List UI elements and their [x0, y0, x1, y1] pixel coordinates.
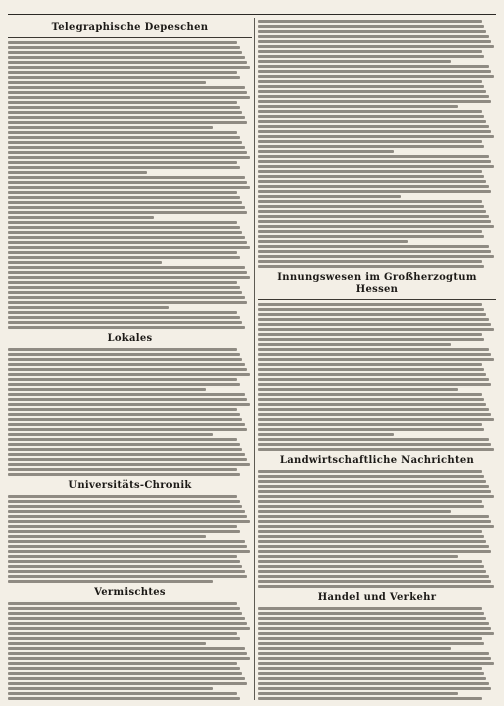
- text-line-placeholder: [258, 220, 491, 223]
- text-line-placeholder: [8, 286, 240, 289]
- text-line-placeholder: [8, 637, 240, 640]
- text-line-placeholder: [8, 363, 245, 366]
- text-line-placeholder: [8, 393, 245, 396]
- text-line-placeholder: [8, 261, 162, 264]
- text-line-placeholder: [8, 221, 237, 224]
- text-line-placeholder: [8, 398, 247, 401]
- text-line-placeholder: [258, 368, 484, 371]
- text-line-placeholder: [258, 617, 486, 620]
- text-line-placeholder: [258, 662, 494, 665]
- text-line-placeholder: [258, 25, 484, 28]
- text-line-placeholder: [258, 65, 489, 68]
- text-line-placeholder: [8, 408, 237, 411]
- text-line-placeholder: [8, 373, 250, 376]
- text-line-placeholder: [258, 475, 484, 478]
- text-line-placeholder: [258, 423, 482, 426]
- text-line-placeholder: [8, 46, 240, 49]
- text-line-placeholder: [258, 170, 482, 173]
- text-line-placeholder: [8, 71, 237, 74]
- text-line-placeholder: [8, 565, 242, 568]
- text-line-placeholder: [8, 622, 247, 625]
- text-line-placeholder: [258, 585, 494, 588]
- text-line-placeholder: [258, 373, 486, 376]
- text-line-placeholder: [8, 667, 240, 670]
- text-line-placeholder: [258, 145, 484, 148]
- text-line-placeholder: [8, 545, 247, 548]
- text-line-placeholder: [8, 530, 240, 533]
- text-line-placeholder: [258, 510, 451, 513]
- text-line-placeholder: [258, 428, 484, 431]
- text-line-placeholder: [258, 490, 491, 493]
- text-line-placeholder: [8, 580, 213, 583]
- text-line-placeholder: [258, 338, 484, 341]
- text-line-placeholder: [8, 652, 247, 655]
- text-line-placeholder: [8, 216, 154, 219]
- text-line-placeholder: [258, 692, 458, 695]
- text-line-placeholder: [8, 413, 240, 416]
- text-line-placeholder: [258, 245, 489, 248]
- text-line-placeholder: [258, 75, 494, 78]
- text-line-placeholder: [258, 343, 451, 346]
- text-line-placeholder: [8, 697, 240, 700]
- text-line-placeholder: [8, 56, 245, 59]
- text-line-placeholder: [8, 448, 242, 451]
- text-line-placeholder: [258, 130, 491, 133]
- text-line-placeholder: [258, 672, 484, 675]
- text-line-placeholder: [8, 66, 250, 69]
- left-column: [8, 18, 252, 700]
- text-line-placeholder: [8, 276, 250, 279]
- text-line-placeholder: [8, 657, 250, 660]
- text-line-placeholder: [8, 296, 245, 299]
- text-line-placeholder: [258, 205, 484, 208]
- text-line-placeholder: [258, 185, 489, 188]
- text-line-placeholder: [258, 408, 489, 411]
- text-line-placeholder: [258, 85, 484, 88]
- section-heading-telegraph: Telegraphische Depeschen: [51, 22, 209, 33]
- text-line-placeholder: [8, 326, 245, 329]
- text-line-placeholder: [8, 612, 242, 615]
- text-line-placeholder: [8, 101, 237, 104]
- text-line-placeholder: [8, 196, 240, 199]
- text-line-placeholder: [258, 363, 482, 366]
- text-line-placeholder: [8, 438, 237, 441]
- text-line-placeholder: [258, 40, 491, 43]
- text-line-placeholder: [8, 607, 240, 610]
- text-line-placeholder: [8, 206, 245, 209]
- text-line-placeholder: [258, 353, 491, 356]
- text-line-placeholder: [8, 358, 242, 361]
- article-block: [8, 495, 252, 583]
- text-line-placeholder: [258, 125, 489, 128]
- text-line-placeholder: [258, 570, 486, 573]
- text-line-placeholder: [8, 241, 247, 244]
- text-line-placeholder: [8, 443, 240, 446]
- text-line-placeholder: [258, 647, 451, 650]
- text-line-placeholder: [8, 181, 247, 184]
- text-line-placeholder: [8, 166, 240, 169]
- text-line-placeholder: [8, 550, 250, 553]
- text-line-placeholder: [258, 30, 486, 33]
- text-line-placeholder: [8, 246, 250, 249]
- text-line-placeholder: [258, 165, 494, 168]
- text-line-placeholder: [258, 115, 484, 118]
- text-line-placeholder: [8, 500, 240, 503]
- text-line-placeholder: [258, 140, 482, 143]
- text-line-placeholder: [8, 433, 213, 436]
- text-line-placeholder: [8, 535, 206, 538]
- text-line-placeholder: [258, 575, 489, 578]
- text-line-placeholder: [258, 135, 494, 138]
- text-line-placeholder: [258, 308, 484, 311]
- text-line-placeholder: [258, 413, 491, 416]
- article-block: [258, 607, 496, 700]
- text-line-placeholder: [8, 662, 237, 665]
- text-line-placeholder: [8, 473, 240, 476]
- section-heading-landwirtschaft: Landwirtschaftliche Nachrichten: [279, 455, 475, 466]
- text-line-placeholder: [8, 510, 245, 513]
- text-line-placeholder: [8, 291, 242, 294]
- text-line-placeholder: [258, 505, 484, 508]
- text-line-placeholder: [8, 81, 206, 84]
- text-line-placeholder: [8, 378, 237, 381]
- text-line-placeholder: [8, 156, 250, 159]
- text-line-placeholder: [8, 41, 237, 44]
- text-line-placeholder: [8, 51, 242, 54]
- text-line-placeholder: [8, 116, 245, 119]
- text-line-placeholder: [258, 535, 484, 538]
- text-line-placeholder: [8, 525, 237, 528]
- text-line-placeholder: [258, 403, 486, 406]
- text-line-placeholder: [8, 256, 240, 259]
- text-line-placeholder: [258, 318, 489, 321]
- text-line-placeholder: [258, 45, 494, 48]
- text-line-placeholder: [258, 612, 484, 615]
- text-line-placeholder: [8, 306, 169, 309]
- text-line-placeholder: [8, 131, 237, 134]
- text-line-placeholder: [258, 657, 491, 660]
- text-line-placeholder: [8, 61, 247, 64]
- text-line-placeholder: [8, 570, 245, 573]
- text-line-placeholder: [258, 215, 489, 218]
- masthead: [8, 4, 496, 15]
- text-line-placeholder: [258, 200, 482, 203]
- text-line-placeholder: [258, 495, 494, 498]
- text-line-placeholder: [258, 627, 491, 630]
- text-line-placeholder: [258, 100, 491, 103]
- text-line-placeholder: [8, 555, 237, 558]
- text-line-placeholder: [8, 126, 213, 129]
- text-line-placeholder: [258, 622, 489, 625]
- divider: [8, 37, 252, 38]
- text-line-placeholder: [8, 423, 245, 426]
- text-line-placeholder: [258, 398, 484, 401]
- text-line-placeholder: [8, 520, 250, 523]
- column-divider: [254, 18, 255, 700]
- text-line-placeholder: [258, 448, 494, 451]
- text-line-placeholder: [258, 388, 458, 391]
- text-line-placeholder: [258, 110, 482, 113]
- text-line-placeholder: [258, 550, 491, 553]
- text-line-placeholder: [8, 191, 237, 194]
- text-line-placeholder: [8, 368, 247, 371]
- text-line-placeholder: [8, 251, 237, 254]
- text-line-placeholder: [8, 428, 247, 431]
- text-line-placeholder: [258, 328, 494, 331]
- text-line-placeholder: [258, 642, 484, 645]
- text-line-placeholder: [258, 540, 486, 543]
- text-line-placeholder: [258, 160, 491, 163]
- text-line-placeholder: [8, 266, 245, 269]
- text-line-placeholder: [8, 560, 240, 563]
- text-line-placeholder: [8, 540, 245, 543]
- text-line-placeholder: [8, 453, 245, 456]
- text-line-placeholder: [258, 55, 484, 58]
- text-line-placeholder: [8, 186, 250, 189]
- text-line-placeholder: [8, 418, 242, 421]
- text-line-placeholder: [258, 580, 491, 583]
- text-line-placeholder: [8, 672, 242, 675]
- text-line-placeholder: [8, 677, 245, 680]
- text-line-placeholder: [258, 210, 486, 213]
- text-line-placeholder: [8, 176, 245, 179]
- text-line-placeholder: [8, 687, 213, 690]
- text-line-placeholder: [8, 146, 245, 149]
- article-block: [258, 470, 496, 588]
- text-line-placeholder: [258, 60, 451, 63]
- text-line-placeholder: [258, 95, 489, 98]
- text-line-placeholder: [258, 90, 486, 93]
- text-line-placeholder: [258, 35, 489, 38]
- text-line-placeholder: [258, 250, 491, 253]
- text-line-placeholder: [8, 91, 247, 94]
- text-line-placeholder: [258, 667, 482, 670]
- text-line-placeholder: [258, 313, 486, 316]
- text-line-placeholder: [258, 195, 401, 198]
- text-line-placeholder: [258, 378, 489, 381]
- text-line-placeholder: [258, 443, 491, 446]
- text-line-placeholder: [8, 76, 240, 79]
- article-block: [8, 348, 252, 476]
- text-line-placeholder: [258, 225, 494, 228]
- divider: [258, 299, 496, 300]
- section-heading-universitaet: Universitäts-Chronik: [68, 480, 192, 491]
- text-line-placeholder: [258, 515, 489, 518]
- text-line-placeholder: [258, 607, 482, 610]
- text-line-placeholder: [258, 240, 408, 243]
- text-line-placeholder: [258, 682, 489, 685]
- text-line-placeholder: [8, 301, 247, 304]
- text-line-placeholder: [8, 86, 245, 89]
- text-line-placeholder: [8, 647, 245, 650]
- text-line-placeholder: [8, 121, 247, 124]
- text-line-placeholder: [8, 495, 237, 498]
- text-line-placeholder: [258, 677, 486, 680]
- text-line-placeholder: [258, 348, 489, 351]
- text-line-placeholder: [8, 96, 250, 99]
- text-line-placeholder: [8, 321, 242, 324]
- text-line-placeholder: [8, 627, 250, 630]
- text-line-placeholder: [8, 505, 242, 508]
- text-line-placeholder: [8, 353, 240, 356]
- text-line-placeholder: [258, 235, 484, 238]
- text-line-placeholder: [8, 106, 240, 109]
- text-line-placeholder: [258, 323, 491, 326]
- text-line-placeholder: [8, 236, 245, 239]
- text-line-placeholder: [8, 211, 247, 214]
- text-line-placeholder: [258, 120, 486, 123]
- text-line-placeholder: [258, 637, 482, 640]
- text-line-placeholder: [258, 520, 491, 523]
- text-line-placeholder: [8, 682, 247, 685]
- text-line-placeholder: [258, 255, 494, 258]
- text-line-placeholder: [8, 632, 237, 635]
- text-line-placeholder: [8, 383, 240, 386]
- text-line-placeholder: [258, 485, 489, 488]
- text-line-placeholder: [258, 555, 458, 558]
- text-line-placeholder: [258, 150, 394, 153]
- text-line-placeholder: [258, 418, 494, 421]
- text-line-placeholder: [8, 226, 240, 229]
- section-heading-lokales: Lokales: [107, 333, 153, 344]
- text-line-placeholder: [8, 201, 242, 204]
- section-heading-innungswesen: Innungswesen im Großherzogtum Hessen: [277, 272, 477, 295]
- text-line-placeholder: [8, 515, 247, 518]
- text-line-placeholder: [8, 231, 242, 234]
- text-line-placeholder: [8, 171, 147, 174]
- text-line-placeholder: [8, 463, 250, 466]
- text-line-placeholder: [8, 311, 237, 314]
- text-line-placeholder: [8, 403, 250, 406]
- text-line-placeholder: [8, 161, 237, 164]
- text-line-placeholder: [258, 265, 484, 268]
- text-line-placeholder: [258, 697, 482, 700]
- text-line-placeholder: [258, 560, 482, 563]
- text-line-placeholder: [258, 175, 484, 178]
- text-line-placeholder: [8, 111, 242, 114]
- text-line-placeholder: [258, 80, 482, 83]
- text-line-placeholder: [258, 438, 489, 441]
- text-line-placeholder: [8, 388, 206, 391]
- text-line-placeholder: [258, 433, 394, 436]
- text-line-placeholder: [258, 358, 494, 361]
- text-line-placeholder: [8, 458, 247, 461]
- text-line-placeholder: [258, 190, 491, 193]
- text-line-placeholder: [8, 271, 247, 274]
- text-line-placeholder: [258, 383, 491, 386]
- article-block: [258, 303, 496, 451]
- article-block: [8, 602, 252, 700]
- text-line-placeholder: [8, 692, 237, 695]
- text-line-placeholder: [258, 470, 482, 473]
- text-line-placeholder: [258, 632, 494, 635]
- article-block: [8, 41, 252, 329]
- text-line-placeholder: [8, 642, 206, 645]
- text-line-placeholder: [8, 575, 247, 578]
- text-line-placeholder: [8, 602, 237, 605]
- section-heading-handel: Handel und Verkehr: [317, 592, 437, 603]
- text-line-placeholder: [8, 617, 245, 620]
- text-line-placeholder: [8, 151, 247, 154]
- text-line-placeholder: [258, 303, 482, 306]
- text-line-placeholder: [258, 500, 482, 503]
- text-line-placeholder: [258, 565, 484, 568]
- text-line-placeholder: [8, 281, 237, 284]
- text-line-placeholder: [258, 687, 491, 690]
- text-line-placeholder: [258, 105, 458, 108]
- text-line-placeholder: [258, 393, 482, 396]
- text-line-placeholder: [8, 141, 242, 144]
- text-line-placeholder: [258, 480, 486, 483]
- section-heading-vermischtes: Vermischtes: [94, 587, 166, 598]
- text-line-placeholder: [258, 260, 482, 263]
- text-line-placeholder: [8, 468, 237, 471]
- text-line-placeholder: [258, 545, 489, 548]
- text-line-placeholder: [8, 136, 240, 139]
- text-line-placeholder: [258, 180, 486, 183]
- text-line-placeholder: [258, 50, 482, 53]
- text-line-placeholder: [258, 333, 482, 336]
- text-line-placeholder: [8, 348, 237, 351]
- text-line-placeholder: [8, 316, 240, 319]
- article-block: [258, 20, 496, 268]
- text-line-placeholder: [258, 525, 494, 528]
- text-line-placeholder: [258, 155, 489, 158]
- text-line-placeholder: [258, 530, 482, 533]
- right-column: [258, 18, 496, 700]
- text-line-placeholder: [258, 70, 491, 73]
- text-line-placeholder: [258, 230, 482, 233]
- text-line-placeholder: [258, 20, 482, 23]
- text-line-placeholder: [258, 652, 489, 655]
